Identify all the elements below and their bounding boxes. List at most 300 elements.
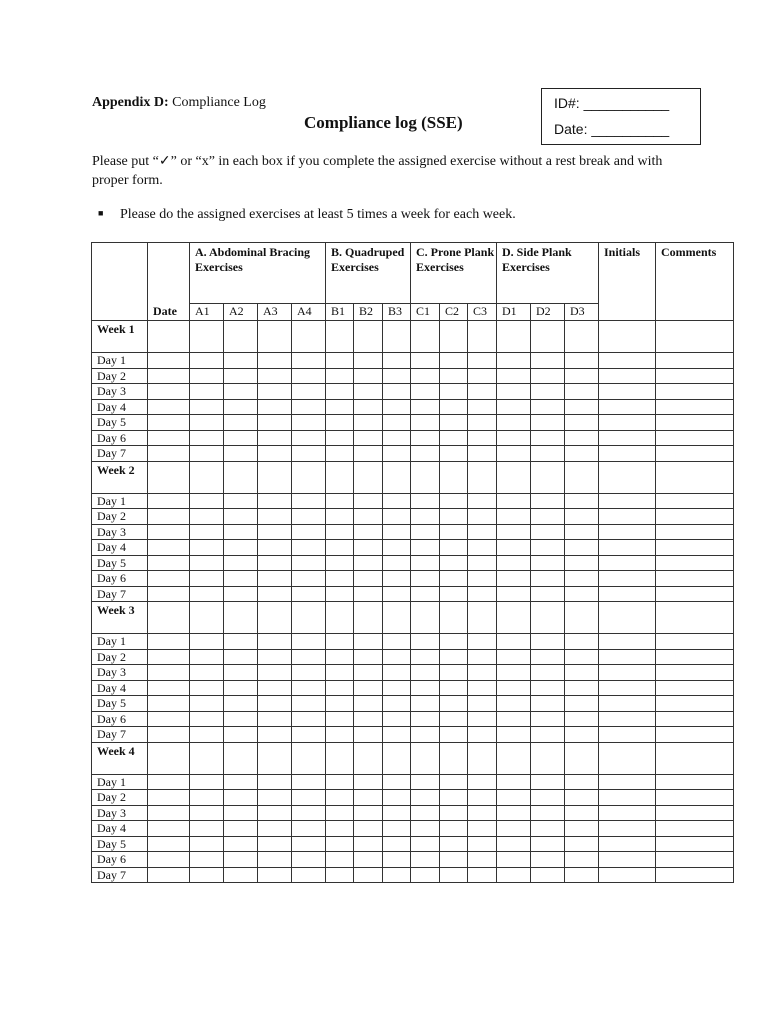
checkbox-cell[interactable] <box>497 774 531 790</box>
checkbox-cell[interactable] <box>383 461 411 493</box>
checkbox-cell[interactable] <box>468 742 497 774</box>
checkbox-cell[interactable] <box>224 446 258 462</box>
checkbox-cell[interactable] <box>497 384 531 400</box>
comments-cell[interactable] <box>656 571 734 587</box>
checkbox-cell[interactable] <box>440 571 468 587</box>
checkbox-cell[interactable] <box>292 353 326 369</box>
comments-cell[interactable] <box>656 415 734 431</box>
checkbox-cell[interactable] <box>354 384 383 400</box>
checkbox-cell[interactable] <box>468 384 497 400</box>
date-cell[interactable] <box>148 696 190 712</box>
checkbox-cell[interactable] <box>224 415 258 431</box>
date-cell[interactable] <box>148 665 190 681</box>
checkbox-cell[interactable] <box>468 867 497 883</box>
checkbox-cell[interactable] <box>190 665 224 681</box>
checkbox-cell[interactable] <box>531 321 565 353</box>
initials-cell[interactable] <box>599 461 656 493</box>
checkbox-cell[interactable] <box>411 602 440 634</box>
checkbox-cell[interactable] <box>531 867 565 883</box>
checkbox-cell[interactable] <box>468 368 497 384</box>
initials-cell[interactable] <box>599 353 656 369</box>
checkbox-cell[interactable] <box>440 852 468 868</box>
checkbox-cell[interactable] <box>224 774 258 790</box>
checkbox-cell[interactable] <box>326 836 354 852</box>
checkbox-cell[interactable] <box>354 821 383 837</box>
checkbox-cell[interactable] <box>292 790 326 806</box>
checkbox-cell[interactable] <box>292 524 326 540</box>
checkbox-cell[interactable] <box>354 430 383 446</box>
checkbox-cell[interactable] <box>190 399 224 415</box>
checkbox-cell[interactable] <box>411 805 440 821</box>
checkbox-cell[interactable] <box>292 586 326 602</box>
checkbox-cell[interactable] <box>224 805 258 821</box>
checkbox-cell[interactable] <box>411 742 440 774</box>
checkbox-cell[interactable] <box>440 555 468 571</box>
initials-cell[interactable] <box>599 680 656 696</box>
checkbox-cell[interactable] <box>326 540 354 556</box>
checkbox-cell[interactable] <box>326 509 354 525</box>
checkbox-cell[interactable] <box>224 399 258 415</box>
checkbox-cell[interactable] <box>354 665 383 681</box>
checkbox-cell[interactable] <box>440 649 468 665</box>
checkbox-cell[interactable] <box>497 353 531 369</box>
checkbox-cell[interactable] <box>531 821 565 837</box>
checkbox-cell[interactable] <box>224 727 258 743</box>
initials-cell[interactable] <box>599 602 656 634</box>
checkbox-cell[interactable] <box>497 430 531 446</box>
comments-cell[interactable] <box>656 524 734 540</box>
checkbox-cell[interactable] <box>565 399 599 415</box>
checkbox-cell[interactable] <box>326 790 354 806</box>
checkbox-cell[interactable] <box>354 602 383 634</box>
checkbox-cell[interactable] <box>531 353 565 369</box>
checkbox-cell[interactable] <box>531 586 565 602</box>
checkbox-cell[interactable] <box>258 696 292 712</box>
initials-cell[interactable] <box>599 711 656 727</box>
checkbox-cell[interactable] <box>531 727 565 743</box>
comments-cell[interactable] <box>656 540 734 556</box>
checkbox-cell[interactable] <box>190 602 224 634</box>
checkbox-cell[interactable] <box>440 430 468 446</box>
checkbox-cell[interactable] <box>190 680 224 696</box>
date-cell[interactable] <box>148 852 190 868</box>
checkbox-cell[interactable] <box>468 836 497 852</box>
checkbox-cell[interactable] <box>224 680 258 696</box>
checkbox-cell[interactable] <box>531 665 565 681</box>
date-cell[interactable] <box>148 742 190 774</box>
checkbox-cell[interactable] <box>326 555 354 571</box>
checkbox-cell[interactable] <box>531 446 565 462</box>
checkbox-cell[interactable] <box>440 696 468 712</box>
checkbox-cell[interactable] <box>497 665 531 681</box>
comments-cell[interactable] <box>656 368 734 384</box>
initials-cell[interactable] <box>599 867 656 883</box>
date-cell[interactable] <box>148 415 190 431</box>
checkbox-cell[interactable] <box>440 586 468 602</box>
checkbox-cell[interactable] <box>224 852 258 868</box>
checkbox-cell[interactable] <box>224 384 258 400</box>
initials-cell[interactable] <box>599 384 656 400</box>
checkbox-cell[interactable] <box>411 384 440 400</box>
checkbox-cell[interactable] <box>531 430 565 446</box>
date-cell[interactable] <box>148 461 190 493</box>
checkbox-cell[interactable] <box>411 430 440 446</box>
checkbox-cell[interactable] <box>497 571 531 587</box>
checkbox-cell[interactable] <box>190 555 224 571</box>
checkbox-cell[interactable] <box>440 602 468 634</box>
checkbox-cell[interactable] <box>468 415 497 431</box>
checkbox-cell[interactable] <box>440 867 468 883</box>
date-cell[interactable] <box>148 446 190 462</box>
checkbox-cell[interactable] <box>411 399 440 415</box>
checkbox-cell[interactable] <box>354 555 383 571</box>
checkbox-cell[interactable] <box>440 540 468 556</box>
comments-cell[interactable] <box>656 602 734 634</box>
checkbox-cell[interactable] <box>440 461 468 493</box>
checkbox-cell[interactable] <box>411 634 440 650</box>
checkbox-cell[interactable] <box>354 353 383 369</box>
comments-cell[interactable] <box>656 399 734 415</box>
checkbox-cell[interactable] <box>258 461 292 493</box>
checkbox-cell[interactable] <box>440 665 468 681</box>
checkbox-cell[interactable] <box>411 509 440 525</box>
checkbox-cell[interactable] <box>411 446 440 462</box>
checkbox-cell[interactable] <box>468 571 497 587</box>
checkbox-cell[interactable] <box>531 555 565 571</box>
checkbox-cell[interactable] <box>383 368 411 384</box>
checkbox-cell[interactable] <box>292 368 326 384</box>
checkbox-cell[interactable] <box>411 774 440 790</box>
date-cell[interactable] <box>148 680 190 696</box>
date-cell[interactable] <box>148 774 190 790</box>
checkbox-cell[interactable] <box>383 586 411 602</box>
checkbox-cell[interactable] <box>468 680 497 696</box>
checkbox-cell[interactable] <box>190 571 224 587</box>
checkbox-cell[interactable] <box>326 634 354 650</box>
checkbox-cell[interactable] <box>224 649 258 665</box>
checkbox-cell[interactable] <box>258 555 292 571</box>
checkbox-cell[interactable] <box>354 509 383 525</box>
checkbox-cell[interactable] <box>497 821 531 837</box>
checkbox-cell[interactable] <box>326 384 354 400</box>
checkbox-cell[interactable] <box>383 774 411 790</box>
initials-cell[interactable] <box>599 586 656 602</box>
checkbox-cell[interactable] <box>531 571 565 587</box>
checkbox-cell[interactable] <box>326 602 354 634</box>
checkbox-cell[interactable] <box>440 634 468 650</box>
checkbox-cell[interactable] <box>411 353 440 369</box>
checkbox-cell[interactable] <box>258 399 292 415</box>
date-cell[interactable] <box>148 399 190 415</box>
date-cell[interactable] <box>148 805 190 821</box>
date-cell[interactable] <box>148 540 190 556</box>
checkbox-cell[interactable] <box>531 634 565 650</box>
checkbox-cell[interactable] <box>497 524 531 540</box>
checkbox-cell[interactable] <box>440 727 468 743</box>
checkbox-cell[interactable] <box>224 867 258 883</box>
checkbox-cell[interactable] <box>565 586 599 602</box>
checkbox-cell[interactable] <box>497 461 531 493</box>
date-cell[interactable] <box>148 634 190 650</box>
checkbox-cell[interactable] <box>292 461 326 493</box>
checkbox-cell[interactable] <box>383 711 411 727</box>
checkbox-cell[interactable] <box>411 665 440 681</box>
checkbox-cell[interactable] <box>531 509 565 525</box>
initials-cell[interactable] <box>599 727 656 743</box>
checkbox-cell[interactable] <box>224 353 258 369</box>
checkbox-cell[interactable] <box>497 634 531 650</box>
checkbox-cell[interactable] <box>258 821 292 837</box>
checkbox-cell[interactable] <box>468 524 497 540</box>
checkbox-cell[interactable] <box>440 368 468 384</box>
checkbox-cell[interactable] <box>258 540 292 556</box>
checkbox-cell[interactable] <box>224 790 258 806</box>
checkbox-cell[interactable] <box>190 852 224 868</box>
checkbox-cell[interactable] <box>383 727 411 743</box>
initials-cell[interactable] <box>599 524 656 540</box>
checkbox-cell[interactable] <box>354 649 383 665</box>
checkbox-cell[interactable] <box>440 353 468 369</box>
checkbox-cell[interactable] <box>497 805 531 821</box>
checkbox-cell[interactable] <box>468 805 497 821</box>
checkbox-cell[interactable] <box>292 680 326 696</box>
checkbox-cell[interactable] <box>383 446 411 462</box>
checkbox-cell[interactable] <box>224 461 258 493</box>
checkbox-cell[interactable] <box>497 790 531 806</box>
checkbox-cell[interactable] <box>565 571 599 587</box>
checkbox-cell[interactable] <box>354 540 383 556</box>
checkbox-cell[interactable] <box>190 805 224 821</box>
checkbox-cell[interactable] <box>292 634 326 650</box>
comments-cell[interactable] <box>656 430 734 446</box>
checkbox-cell[interactable] <box>565 493 599 509</box>
checkbox-cell[interactable] <box>497 415 531 431</box>
checkbox-cell[interactable] <box>326 649 354 665</box>
checkbox-cell[interactable] <box>531 680 565 696</box>
checkbox-cell[interactable] <box>468 399 497 415</box>
checkbox-cell[interactable] <box>531 540 565 556</box>
comments-cell[interactable] <box>656 493 734 509</box>
checkbox-cell[interactable] <box>411 696 440 712</box>
checkbox-cell[interactable] <box>531 461 565 493</box>
checkbox-cell[interactable] <box>190 586 224 602</box>
checkbox-cell[interactable] <box>383 805 411 821</box>
comments-cell[interactable] <box>656 774 734 790</box>
checkbox-cell[interactable] <box>354 711 383 727</box>
checkbox-cell[interactable] <box>468 727 497 743</box>
checkbox-cell[interactable] <box>292 852 326 868</box>
initials-cell[interactable] <box>599 852 656 868</box>
checkbox-cell[interactable] <box>565 446 599 462</box>
checkbox-cell[interactable] <box>565 415 599 431</box>
checkbox-cell[interactable] <box>224 430 258 446</box>
checkbox-cell[interactable] <box>411 821 440 837</box>
checkbox-cell[interactable] <box>468 586 497 602</box>
checkbox-cell[interactable] <box>190 524 224 540</box>
initials-cell[interactable] <box>599 321 656 353</box>
date-cell[interactable] <box>148 368 190 384</box>
initials-cell[interactable] <box>599 665 656 681</box>
checkbox-cell[interactable] <box>326 852 354 868</box>
checkbox-cell[interactable] <box>354 867 383 883</box>
checkbox-cell[interactable] <box>383 384 411 400</box>
date-cell[interactable] <box>148 321 190 353</box>
checkbox-cell[interactable] <box>411 711 440 727</box>
checkbox-cell[interactable] <box>383 665 411 681</box>
checkbox-cell[interactable] <box>531 399 565 415</box>
checkbox-cell[interactable] <box>292 602 326 634</box>
checkbox-cell[interactable] <box>565 774 599 790</box>
checkbox-cell[interactable] <box>440 415 468 431</box>
checkbox-cell[interactable] <box>258 805 292 821</box>
checkbox-cell[interactable] <box>292 711 326 727</box>
checkbox-cell[interactable] <box>258 321 292 353</box>
checkbox-cell[interactable] <box>565 821 599 837</box>
initials-cell[interactable] <box>599 836 656 852</box>
checkbox-cell[interactable] <box>292 321 326 353</box>
date-cell[interactable] <box>148 727 190 743</box>
checkbox-cell[interactable] <box>440 321 468 353</box>
checkbox-cell[interactable] <box>354 493 383 509</box>
checkbox-cell[interactable] <box>565 602 599 634</box>
checkbox-cell[interactable] <box>190 540 224 556</box>
checkbox-cell[interactable] <box>440 774 468 790</box>
checkbox-cell[interactable] <box>190 493 224 509</box>
checkbox-cell[interactable] <box>497 836 531 852</box>
checkbox-cell[interactable] <box>565 696 599 712</box>
checkbox-cell[interactable] <box>411 727 440 743</box>
checkbox-cell[interactable] <box>326 774 354 790</box>
checkbox-cell[interactable] <box>565 634 599 650</box>
checkbox-cell[interactable] <box>468 696 497 712</box>
checkbox-cell[interactable] <box>383 353 411 369</box>
comments-cell[interactable] <box>656 461 734 493</box>
date-cell[interactable] <box>148 711 190 727</box>
checkbox-cell[interactable] <box>411 836 440 852</box>
checkbox-cell[interactable] <box>224 586 258 602</box>
checkbox-cell[interactable] <box>190 384 224 400</box>
checkbox-cell[interactable] <box>468 353 497 369</box>
checkbox-cell[interactable] <box>497 493 531 509</box>
checkbox-cell[interactable] <box>292 571 326 587</box>
date-cell[interactable] <box>148 649 190 665</box>
checkbox-cell[interactable] <box>497 742 531 774</box>
checkbox-cell[interactable] <box>497 555 531 571</box>
checkbox-cell[interactable] <box>468 493 497 509</box>
date-cell[interactable] <box>148 586 190 602</box>
checkbox-cell[interactable] <box>565 711 599 727</box>
checkbox-cell[interactable] <box>292 805 326 821</box>
checkbox-cell[interactable] <box>190 821 224 837</box>
checkbox-cell[interactable] <box>292 493 326 509</box>
checkbox-cell[interactable] <box>468 446 497 462</box>
checkbox-cell[interactable] <box>354 727 383 743</box>
date-cell[interactable] <box>148 821 190 837</box>
comments-cell[interactable] <box>656 742 734 774</box>
checkbox-cell[interactable] <box>565 321 599 353</box>
checkbox-cell[interactable] <box>326 321 354 353</box>
checkbox-cell[interactable] <box>565 461 599 493</box>
comments-cell[interactable] <box>656 680 734 696</box>
checkbox-cell[interactable] <box>190 634 224 650</box>
checkbox-cell[interactable] <box>565 742 599 774</box>
checkbox-cell[interactable] <box>258 790 292 806</box>
checkbox-cell[interactable] <box>224 742 258 774</box>
checkbox-cell[interactable] <box>497 321 531 353</box>
checkbox-cell[interactable] <box>383 852 411 868</box>
checkbox-cell[interactable] <box>258 446 292 462</box>
checkbox-cell[interactable] <box>531 649 565 665</box>
date-cell[interactable] <box>148 602 190 634</box>
checkbox-cell[interactable] <box>190 711 224 727</box>
checkbox-cell[interactable] <box>468 665 497 681</box>
checkbox-cell[interactable] <box>468 321 497 353</box>
checkbox-cell[interactable] <box>224 711 258 727</box>
comments-cell[interactable] <box>656 711 734 727</box>
checkbox-cell[interactable] <box>354 696 383 712</box>
checkbox-cell[interactable] <box>565 836 599 852</box>
date-cell[interactable] <box>148 493 190 509</box>
checkbox-cell[interactable] <box>326 353 354 369</box>
checkbox-cell[interactable] <box>292 509 326 525</box>
initials-cell[interactable] <box>599 571 656 587</box>
initials-cell[interactable] <box>599 555 656 571</box>
comments-cell[interactable] <box>656 353 734 369</box>
checkbox-cell[interactable] <box>258 665 292 681</box>
checkbox-cell[interactable] <box>531 852 565 868</box>
checkbox-cell[interactable] <box>411 649 440 665</box>
checkbox-cell[interactable] <box>258 430 292 446</box>
checkbox-cell[interactable] <box>224 368 258 384</box>
checkbox-cell[interactable] <box>292 867 326 883</box>
checkbox-cell[interactable] <box>190 836 224 852</box>
checkbox-cell[interactable] <box>258 509 292 525</box>
checkbox-cell[interactable] <box>190 430 224 446</box>
checkbox-cell[interactable] <box>565 555 599 571</box>
date-cell[interactable] <box>148 836 190 852</box>
checkbox-cell[interactable] <box>411 571 440 587</box>
initials-cell[interactable] <box>599 415 656 431</box>
checkbox-cell[interactable] <box>531 711 565 727</box>
checkbox-cell[interactable] <box>190 867 224 883</box>
checkbox-cell[interactable] <box>326 446 354 462</box>
checkbox-cell[interactable] <box>292 384 326 400</box>
comments-cell[interactable] <box>656 665 734 681</box>
comments-cell[interactable] <box>656 586 734 602</box>
checkbox-cell[interactable] <box>411 790 440 806</box>
initials-cell[interactable] <box>599 509 656 525</box>
initials-cell[interactable] <box>599 368 656 384</box>
initials-cell[interactable] <box>599 805 656 821</box>
checkbox-cell[interactable] <box>190 742 224 774</box>
checkbox-cell[interactable] <box>224 555 258 571</box>
checkbox-cell[interactable] <box>224 571 258 587</box>
date-cell[interactable] <box>148 867 190 883</box>
checkbox-cell[interactable] <box>383 602 411 634</box>
checkbox-cell[interactable] <box>258 586 292 602</box>
checkbox-cell[interactable] <box>190 509 224 525</box>
checkbox-cell[interactable] <box>326 493 354 509</box>
checkbox-cell[interactable] <box>468 821 497 837</box>
checkbox-cell[interactable] <box>258 571 292 587</box>
checkbox-cell[interactable] <box>224 665 258 681</box>
checkbox-cell[interactable] <box>258 649 292 665</box>
date-cell[interactable] <box>148 509 190 525</box>
checkbox-cell[interactable] <box>258 867 292 883</box>
checkbox-cell[interactable] <box>565 384 599 400</box>
checkbox-cell[interactable] <box>468 649 497 665</box>
checkbox-cell[interactable] <box>468 774 497 790</box>
